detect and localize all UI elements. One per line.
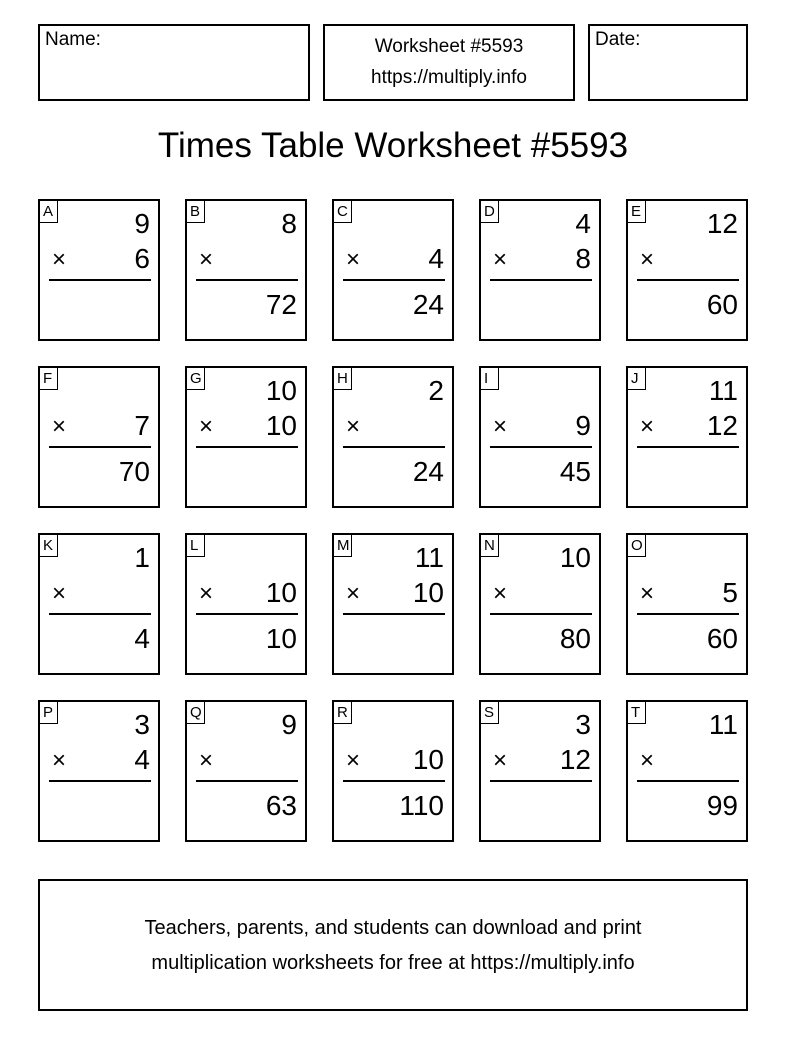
- problem-cell[interactable]: [185, 700, 307, 842]
- multiplier: 5: [722, 577, 738, 608]
- problem-letter: R: [334, 702, 352, 724]
- name-label: Name:: [45, 29, 101, 50]
- answer-line: [196, 446, 298, 448]
- product: 60: [706, 289, 738, 320]
- multiplicand: 9: [134, 208, 150, 239]
- problem-letter: E: [628, 201, 646, 223]
- problem-cell[interactable]: [332, 533, 454, 675]
- answer-line: [49, 613, 151, 615]
- worksheet-url: https://multiply.info: [371, 67, 527, 88]
- answer-line: [637, 613, 739, 615]
- multiplicand: 11: [708, 375, 738, 406]
- times-sign: ×: [493, 580, 508, 607]
- problem-letter: M: [334, 535, 352, 557]
- product: 72: [265, 289, 297, 320]
- multiplier: 10: [412, 744, 444, 775]
- times-sign: ×: [346, 246, 361, 273]
- footer-line-1: Teachers, parents, and students can download and print: [144, 917, 642, 939]
- answer-line: [49, 446, 151, 448]
- problem-cell[interactable]: [479, 199, 601, 341]
- multiplicand: 12: [706, 208, 738, 239]
- product: 45: [559, 456, 591, 487]
- answer-line: [343, 279, 445, 281]
- product: 110: [399, 790, 444, 821]
- problem-letter: N: [481, 535, 499, 557]
- times-sign: ×: [52, 747, 67, 774]
- problem-cell[interactable]: [626, 700, 748, 842]
- times-sign: ×: [493, 747, 508, 774]
- times-sign: ×: [199, 413, 214, 440]
- answer-line: [196, 780, 298, 782]
- name-box[interactable]: [38, 24, 310, 101]
- problem-letter: Q: [187, 702, 205, 724]
- problem-cell[interactable]: [185, 533, 307, 675]
- multiplicand: 11: [414, 542, 444, 573]
- problem-letter: L: [187, 535, 205, 557]
- product: 63: [265, 790, 297, 821]
- multiplicand: 4: [575, 208, 591, 239]
- multiplicand: 1: [134, 542, 150, 573]
- answer-line: [343, 780, 445, 782]
- times-sign: ×: [346, 747, 361, 774]
- times-sign: ×: [199, 246, 214, 273]
- multiplicand: 10: [559, 542, 591, 573]
- multiplier: 7: [134, 410, 150, 441]
- answer-line: [343, 446, 445, 448]
- problem-cell[interactable]: [38, 199, 160, 341]
- times-sign: ×: [346, 580, 361, 607]
- times-sign: ×: [52, 580, 67, 607]
- answer-line: [49, 279, 151, 281]
- problem-letter: S: [481, 702, 499, 724]
- product: 70: [118, 456, 150, 487]
- answer-line: [490, 613, 592, 615]
- problem-cell[interactable]: [479, 366, 601, 508]
- multiplier: 12: [706, 410, 738, 441]
- problem-letter: A: [40, 201, 58, 223]
- multiplier: 10: [265, 577, 297, 608]
- problem-cell[interactable]: [479, 700, 601, 842]
- answer-line: [637, 780, 739, 782]
- footer-line-2: multiplication worksheets for free at https://multiply.info: [151, 952, 635, 974]
- product: 24: [412, 289, 444, 320]
- multiplier: 4: [428, 243, 444, 274]
- problem-letter: B: [187, 201, 205, 223]
- times-sign: ×: [199, 747, 214, 774]
- times-sign: ×: [346, 413, 361, 440]
- product: 80: [559, 623, 591, 654]
- problem-cell[interactable]: [626, 366, 748, 508]
- times-sign: ×: [493, 413, 508, 440]
- multiplier: 4: [134, 744, 150, 775]
- problem-cell[interactable]: [38, 533, 160, 675]
- multiplicand: 11: [708, 709, 738, 740]
- multiplicand: 10: [265, 375, 297, 406]
- multiplier: 10: [265, 410, 297, 441]
- problem-cell[interactable]: [38, 366, 160, 508]
- problem-letter: D: [481, 201, 499, 223]
- worksheet-number: Worksheet #5593: [374, 36, 524, 57]
- product: 99: [706, 790, 738, 821]
- answer-line: [49, 780, 151, 782]
- answer-line: [637, 446, 739, 448]
- problem-cell[interactable]: [626, 199, 748, 341]
- problem-letter: H: [334, 368, 352, 390]
- answer-line: [490, 279, 592, 281]
- problem-letter: K: [40, 535, 58, 557]
- multiplicand: 8: [281, 208, 297, 239]
- problem-letter: G: [187, 368, 205, 390]
- times-sign: ×: [52, 246, 67, 273]
- product: 60: [706, 623, 738, 654]
- multiplier: 6: [134, 243, 150, 274]
- multiplier: 10: [412, 577, 444, 608]
- times-sign: ×: [640, 413, 655, 440]
- times-sign: ×: [52, 413, 67, 440]
- page-title: Times Table Worksheet #5593: [157, 126, 629, 165]
- multiplicand: 9: [281, 709, 297, 740]
- multiplicand: 3: [134, 709, 150, 740]
- problem-letter: P: [40, 702, 58, 724]
- problem-letter: F: [40, 368, 58, 390]
- answer-line: [490, 780, 592, 782]
- product: 10: [265, 623, 297, 654]
- problem-cell[interactable]: [626, 533, 748, 675]
- date-label: Date:: [595, 29, 641, 50]
- problem-letter: O: [628, 535, 646, 557]
- multiplier: 8: [575, 243, 591, 274]
- answer-line: [490, 446, 592, 448]
- footer-box: [38, 879, 748, 1011]
- problem-letter: C: [334, 201, 352, 223]
- date-box[interactable]: [588, 24, 748, 101]
- problem-cell[interactable]: [38, 700, 160, 842]
- times-sign: ×: [199, 580, 214, 607]
- problem-cell[interactable]: [332, 199, 454, 341]
- answer-line: [196, 279, 298, 281]
- answer-line: [196, 613, 298, 615]
- problem-cell[interactable]: [332, 700, 454, 842]
- times-sign: ×: [640, 246, 655, 273]
- answer-line: [637, 279, 739, 281]
- problem-cell[interactable]: [185, 199, 307, 341]
- answer-line: [343, 613, 445, 615]
- problem-letter: I: [481, 368, 499, 390]
- problem-cell[interactable]: [185, 366, 307, 508]
- worksheet-info-box: [323, 24, 575, 101]
- problem-letter: J: [628, 368, 646, 390]
- product: 24: [412, 456, 444, 487]
- times-sign: ×: [640, 747, 655, 774]
- times-sign: ×: [493, 246, 508, 273]
- multiplier: 9: [575, 410, 591, 441]
- times-sign: ×: [640, 580, 655, 607]
- problem-letter: T: [628, 702, 646, 724]
- problem-cell[interactable]: [479, 533, 601, 675]
- multiplicand: 3: [575, 709, 591, 740]
- multiplicand: 2: [428, 375, 444, 406]
- product: 4: [134, 623, 150, 654]
- problem-cell[interactable]: [332, 366, 454, 508]
- multiplier: 12: [559, 744, 591, 775]
